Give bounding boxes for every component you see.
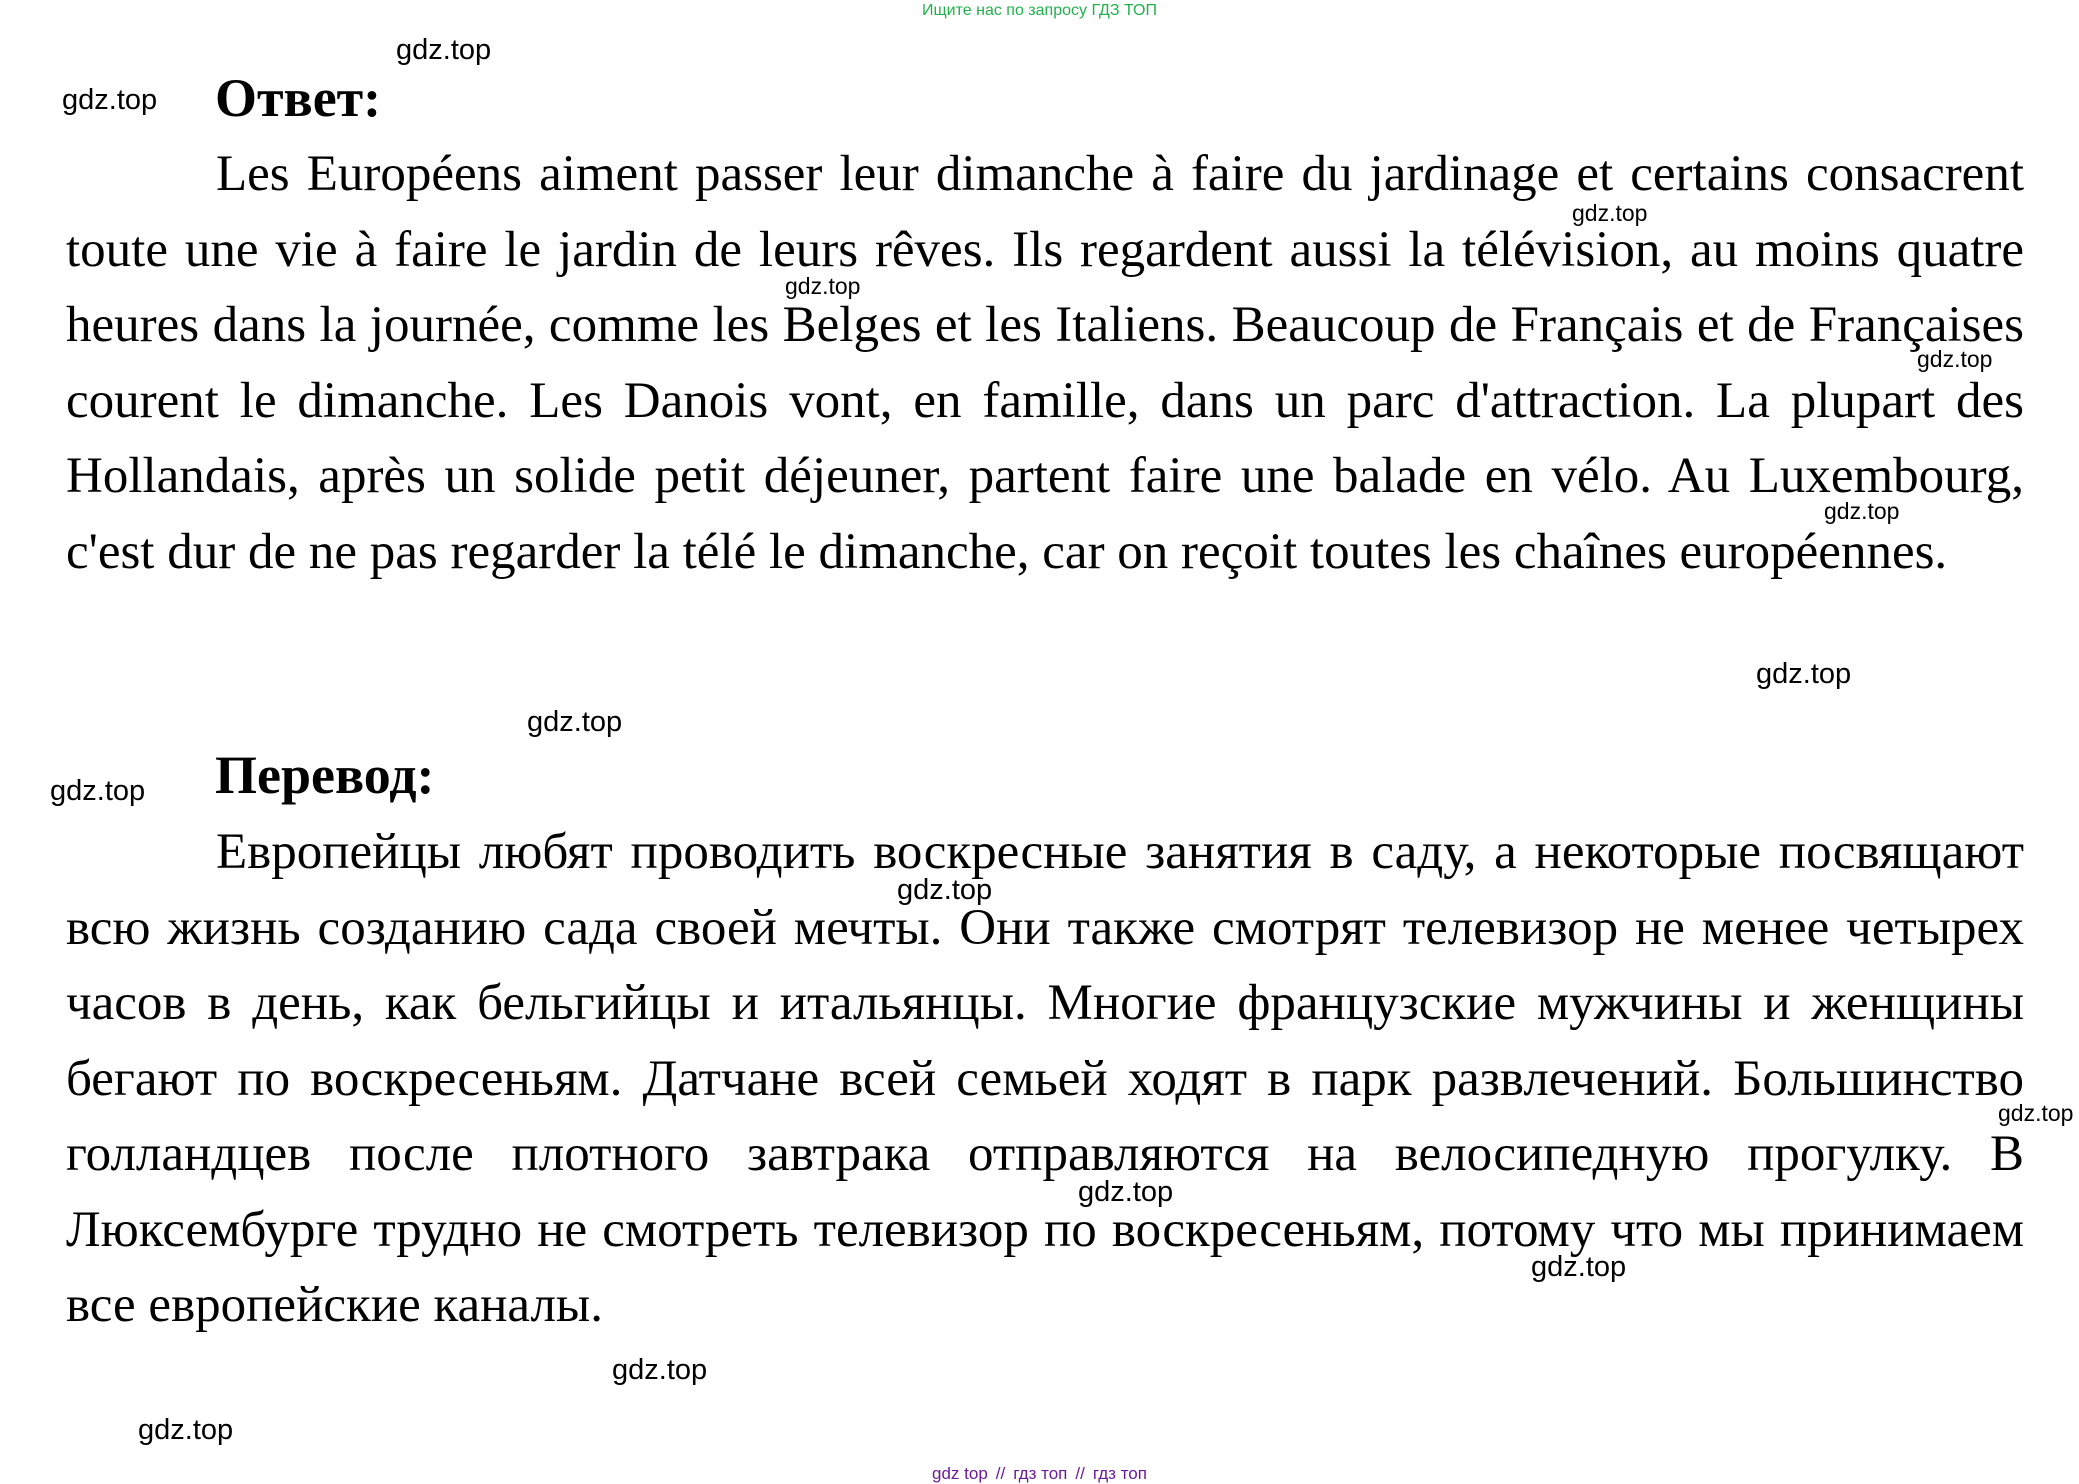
translation-paragraph: Европейцы любят проводить воскресные занятия в саду, а некоторые посвящают всю жизнь созданию сада своей мечты. Они также смотрят телевизор не менее четырех часов в день, как бельгийцы и итальянцы. Многие французские мужчины и женщины бегают по воскресеньям. Датчане всей семьей ходят в парк развлечений. Большинство голландцев после плотного завтрака отправляются на велосипедную прогулку. В Люксембурге трудно не смотреть телевизор по воскресеньям, потому что мы принимаем все европейские каналы.: [66, 824, 2024, 1333]
watermark: gdz.top: [1824, 498, 1900, 524]
watermark: gdz.top: [612, 1354, 708, 1386]
watermark: gdz.top: [785, 273, 861, 299]
link-separator: //: [995, 1464, 1006, 1483]
watermark: gdz.top: [138, 1414, 234, 1446]
watermark: gdz.top: [1572, 200, 1648, 226]
bottom-link[interactable]: гдз топ: [1013, 1464, 1068, 1483]
answer-heading: Ответ:: [215, 68, 382, 128]
bottom-links: [0, 1464, 2079, 1484]
watermark: gdz.top: [897, 874, 993, 906]
watermark: gdz.top: [527, 706, 623, 738]
top-search-banner[interactable]: Ищите нас по запросу ГДЗ ТОП: [922, 2, 1157, 19]
link-separator: //: [1075, 1464, 1085, 1483]
watermark: gdz.top: [1756, 658, 1852, 690]
watermark: gdz.top: [1531, 1251, 1627, 1283]
watermark: gdz.top: [62, 84, 158, 116]
watermark: gdz.top: [1078, 1176, 1174, 1208]
watermark: gdz.top: [50, 775, 146, 807]
watermark: gdz.top: [1917, 346, 1993, 372]
answer-paragraph: Les Européens aiment passer leur dimanche à faire du jardinage et certains consacrent toute une vie à faire le jardin de leurs rêves. Ils regardent aussi la télévision, au moins quatre heures dans la journée, comme les Belges et les Italiens. Beaucoup de Français et de Françaises courent le dimanche. Les Danois vont, en famille, dans un parc d'attraction. La plupart des Hollandais, après un solide petit déjeuner, partent faire une balade en vélo. Au Luxembourg, c'est dur de ne pas regarder la télé le dimanche, car on reçoit toutes les chaînes européennes.: [66, 146, 2024, 580]
bottom-link[interactable]: gdz top: [932, 1464, 988, 1483]
bottom-link[interactable]: гдз топ: [1092, 1464, 1147, 1483]
watermark: gdz.top: [396, 34, 492, 66]
translation-heading: Перевод:: [215, 745, 435, 805]
watermark: gdz.top: [1998, 1100, 2074, 1126]
